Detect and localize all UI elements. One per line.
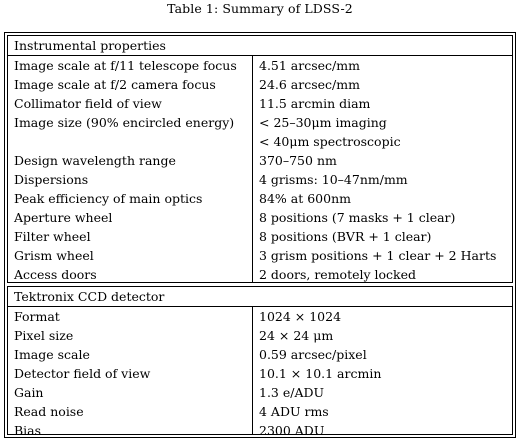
property-value: 370–750 nm [259, 153, 337, 168]
section-instrumental-properties [7, 35, 513, 283]
property-value: 4.51 arcsec/mm [259, 58, 360, 73]
property-label: Filter wheel [14, 229, 91, 244]
property-value: 2300 ADU [259, 423, 325, 438]
property-value: < 25–30μm imaging [259, 115, 387, 130]
table-row [8, 94, 512, 113]
summary-table [4, 32, 516, 438]
table-row [8, 227, 512, 246]
property-label: Format [14, 309, 60, 324]
property-label: Dispersions [14, 172, 89, 187]
property-label: Image scale at f/2 camera focus [14, 77, 216, 92]
property-value: 11.5 arcmin diam [259, 96, 371, 111]
table-row [8, 75, 512, 94]
property-label: Image size (90% encircled energy) [14, 115, 235, 130]
table-row [8, 402, 512, 421]
property-value: 2 doors, remotely locked [259, 267, 417, 282]
table-caption: Table 1: Summary of LDSS-2 [167, 1, 353, 16]
table-row [8, 383, 512, 402]
table-row [8, 189, 512, 208]
property-value: 8 positions (BVR + 1 clear) [259, 229, 432, 244]
property-value: 1.3 e/ADU [259, 385, 325, 400]
property-value: < 40μm spectroscopic [259, 134, 401, 149]
table-row [8, 56, 512, 75]
table-row [8, 345, 512, 364]
property-label [8, 132, 253, 151]
table-row [8, 151, 512, 170]
property-value: 10.1 × 10.1 arcmin [259, 366, 382, 381]
property-value: 1024 × 1024 [259, 309, 342, 324]
property-label: Gain [14, 385, 44, 400]
table-row [8, 307, 512, 326]
property-label: Image scale [14, 347, 90, 362]
table-row [8, 364, 512, 383]
property-label: Bias [14, 423, 42, 438]
table-row [8, 113, 512, 132]
section-rows [8, 307, 512, 440]
property-value: 3 grism positions + 1 clear + 2 Harts [259, 248, 497, 263]
property-label: Peak efficiency of main optics [14, 191, 203, 206]
property-value: 24 × 24 μm [259, 328, 334, 343]
section-title: Instrumental properties [8, 36, 512, 56]
property-label: Access doors [14, 267, 97, 282]
section-ccd-detector [7, 286, 513, 438]
property-label: Collimator field of view [14, 96, 162, 111]
property-label: Design wavelength range [14, 153, 176, 168]
table-row [8, 326, 512, 345]
property-value: 4 grisms: 10–47nm/mm [259, 172, 408, 187]
table-row [8, 132, 512, 151]
section-title: Tektronix CCD detector [8, 287, 512, 307]
section-rows [8, 56, 512, 284]
property-value: 84% at 600nm [259, 191, 351, 206]
property-label: Pixel size [14, 328, 74, 343]
table-row [8, 265, 512, 284]
property-label: Aperture wheel [14, 210, 113, 225]
table-row [8, 246, 512, 265]
property-value: 24.6 arcsec/mm [259, 77, 360, 92]
property-label: Detector field of view [14, 366, 151, 381]
property-value: 0.59 arcsec/pixel [259, 347, 367, 362]
table-row [8, 208, 512, 227]
property-label: Grism wheel [14, 248, 94, 263]
table-row [8, 421, 512, 440]
property-value: 8 positions (7 masks + 1 clear) [259, 210, 456, 225]
table-row [8, 170, 512, 189]
property-label: Image scale at f/11 telescope focus [14, 58, 237, 73]
property-label: Read noise [14, 404, 84, 419]
property-value: 4 ADU rms [259, 404, 329, 419]
